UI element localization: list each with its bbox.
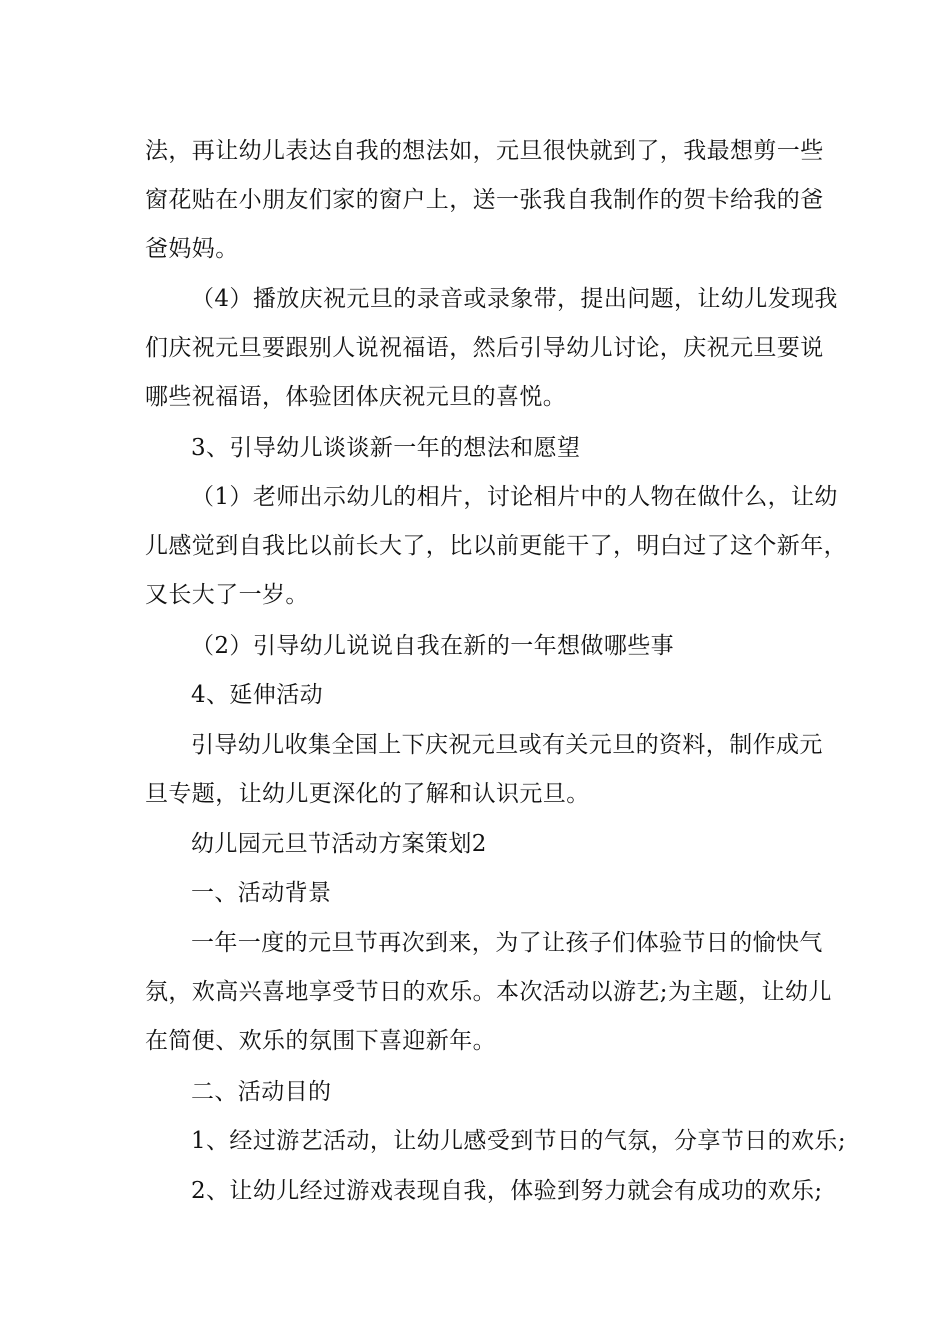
heading-text: 4、延伸活动 — [191, 682, 324, 708]
heading-text: 一、活动背景 — [191, 880, 332, 906]
text-line: 一年一度的元旦节再次到来，为了让孩子们体验节日的愉快气 — [191, 930, 823, 956]
text-line: 2、让幼儿经过游戏表现自我，体验到努力就会有成功的欢乐; — [191, 1178, 823, 1204]
heading-text: 二、活动目的 — [191, 1079, 332, 1105]
text-line: 1、经过游艺活动，让幼儿感受到节日的气氛，分享节日的欢乐; — [191, 1128, 846, 1154]
paragraph-continuation — [145, 127, 824, 274]
purpose-item-2 — [145, 1167, 823, 1216]
paragraph-extension — [145, 721, 823, 819]
text-line: 旦专题，让幼儿更深化的了解和认识元旦。 — [145, 781, 590, 807]
text-line: 又长大了一岁。 — [145, 582, 309, 608]
paragraph-step-4 — [145, 275, 838, 422]
text-line: 儿感觉到自我比以前长大了，比以前更能干了，明白过了这个新年， — [145, 533, 847, 559]
text-line: 哪些祝福语，体验团体庆祝元旦的喜悦。 — [145, 384, 567, 410]
section-heading-background — [145, 869, 815, 918]
text-line: 氛，欢高兴喜地享受节日的欢乐。本次活动以游艺;为主题，让幼儿 — [145, 979, 832, 1005]
text-line: （4）播放庆祝元旦的录音或录象带，提出问题，让幼儿发现我 — [191, 286, 838, 312]
text-line: 引导幼儿收集全国上下庆祝元旦或有关元旦的资料，制作成元 — [191, 732, 823, 758]
section-heading-4 — [145, 671, 815, 720]
paragraph-step-1 — [145, 473, 847, 620]
text-line: 在简便、欢乐的氛围下喜迎新年。 — [145, 1028, 496, 1054]
text-line: （2）引导幼儿说说自我在新的一年想做哪些事 — [191, 633, 675, 659]
purpose-item-1 — [145, 1117, 846, 1166]
text-line: 窗花贴在小朋友们家的窗户上，送一张我自我制作的贺卡给我的爸 — [145, 187, 824, 213]
plan-title — [145, 820, 815, 869]
section-heading-purpose — [145, 1068, 815, 1117]
paragraph-background — [145, 919, 832, 1066]
text-line: （1）老师出示幼儿的相片，讨论相片中的人物在做什么，让幼 — [191, 484, 838, 510]
text-line: 爸妈妈。 — [145, 236, 239, 262]
paragraph-step-2 — [145, 622, 815, 671]
text-line: 们庆祝元旦要跟别人说祝福语，然后引导幼儿讨论，庆祝元旦要说 — [145, 335, 824, 361]
title-text: 幼儿园元旦节活动方案策划2 — [191, 831, 487, 857]
heading-text: 3、引导幼儿谈谈新一年的想法和愿望 — [191, 435, 581, 461]
text-line: 法，再让幼儿表达自我的想法如，元旦很快就到了，我最想剪一些 — [145, 138, 824, 164]
section-heading-3 — [145, 424, 815, 473]
